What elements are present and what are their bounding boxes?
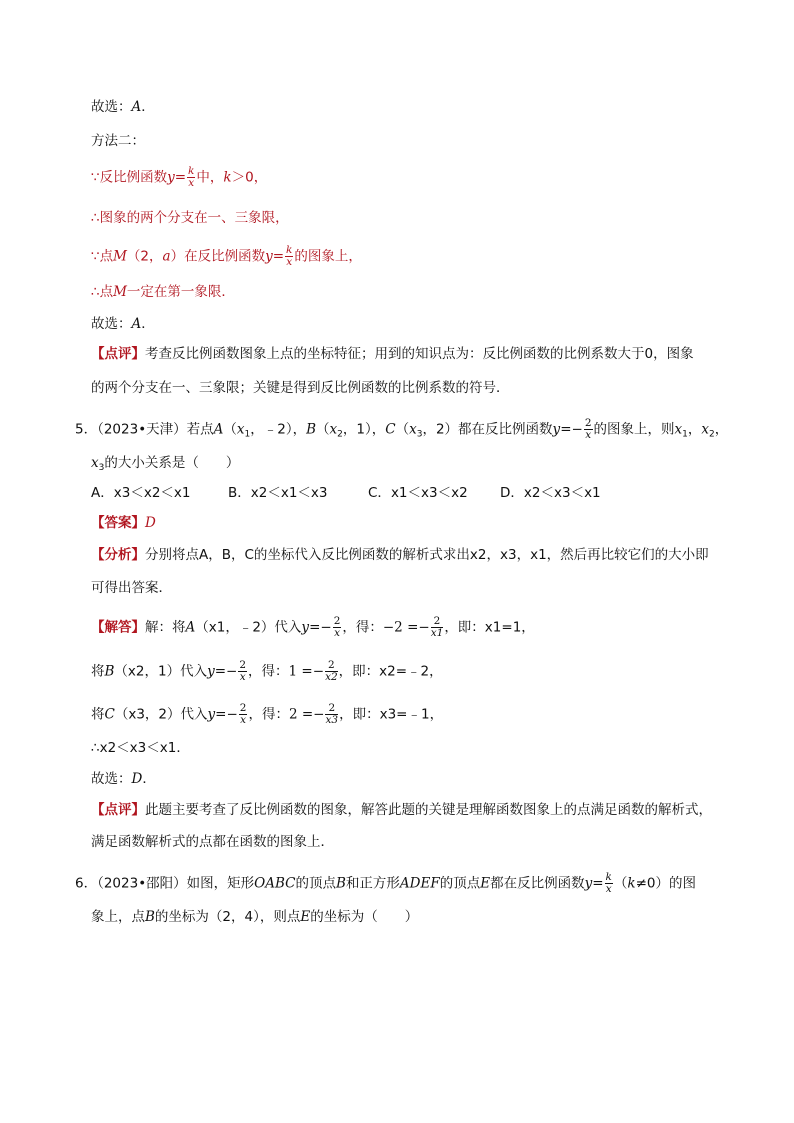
fraction-2-over-x: $\frac{2}{x}$ xyxy=(333,615,341,639)
method1-conclusion: 故选：A． xyxy=(91,99,155,115)
answer-tag: 【答案】 xyxy=(91,515,145,531)
q5-analysis-line-1: 【分析】分别将点A，B，C的坐标代入反比例函数的解析式求出x2，x3，x1，然后再比较它们的大小即 xyxy=(91,547,709,563)
fraction-2-over-x2: $\frac{2}{x2}$ xyxy=(325,659,338,683)
fraction-2-over-x1: $\frac{2}{x1}$ xyxy=(430,615,444,639)
fraction-k-over-x: $\frac{k}{x}$ xyxy=(286,244,293,268)
q5-answer: 【答案】D xyxy=(91,515,156,531)
analysis-tag: 【分析】 xyxy=(91,547,145,563)
fraction-2-over-x: $\frac{2}{x}$ xyxy=(584,417,592,441)
fraction-k-over-x: $\frac{k}{x}$ xyxy=(188,165,195,189)
method2-title: 方法二： xyxy=(91,133,145,149)
q5-solution-line-1: 【解答】解：将A（x1，﹣2）代入y=− $\frac{2}{x}$ ，得：−2 =− $\frac{2}{x1}$ ，即：x1=1， xyxy=(91,615,535,639)
method2-line-4: ∴点M一定在第一象限． xyxy=(91,284,235,300)
q4-comment-line-2: 的两个分支在一、三象限；关键是得到反比例函数的比例系数的符号． xyxy=(91,380,510,396)
option-c[interactable]: C．x1＜x3＜x2 xyxy=(368,485,468,501)
method2-conclusion: 故选：A． xyxy=(91,316,155,332)
q6-stem-line-2: 象上，点B的坐标为（2，4），则点E的坐标为（ ） xyxy=(91,909,419,925)
fraction-2-over-x: $\frac{2}{x}$ xyxy=(239,659,247,683)
fraction-k-over-x: $\frac{k}{x}$ xyxy=(605,871,612,895)
q5-solution-conclusion: ∴x2＜x3＜x1． xyxy=(91,740,190,756)
q5-stem-line-2: $x_3$的大小关系是（ ） xyxy=(91,455,240,473)
solution-tag: 【解答】 xyxy=(91,619,145,636)
q5-solution-line-2: 将B（x2，1）代入y=− $\frac{2}{x}$ ，得：1 =− $\frac{2}{x2}$ ，即：x2=﹣2， xyxy=(91,659,443,683)
fraction-2-over-x3: $\frac{2}{x3}$ xyxy=(325,702,339,726)
option-b[interactable]: B．x2＜x1＜x3 xyxy=(228,485,328,501)
q4-comment-line-1: 【点评】考查反比例函数图象上点的坐标特征；用到的知识点为：反比例函数的比例系数大于0，图象 xyxy=(91,346,694,362)
fraction-2-over-x: $\frac{2}{x}$ xyxy=(239,702,247,726)
q5-options xyxy=(91,484,601,502)
q5-choice: 故选：D． xyxy=(91,771,156,787)
method2-line-2: ∴图象的两个分支在一、三象限， xyxy=(91,210,289,226)
method2-line-3: ∵点M（2，a）在反比例函数y= $\frac{k}{x}$ 的图象上， xyxy=(91,244,362,268)
option-a[interactable]: A．x3＜x2＜x1 xyxy=(91,485,191,501)
comment-tag: 【点评】 xyxy=(91,346,145,362)
q5-comment-line-2: 满足函数解析式的点都在函数的图象上． xyxy=(91,834,334,850)
comment-tag: 【点评】 xyxy=(91,802,145,818)
q5-stem-line-1: 5．（2023•天津）若点$A(x_1$，﹣2），$B(x_2$，1），$C(x_3$，2）都在反比例函数y=− $\frac{2}{x}$ 的图象上，则$x_1$，$x_2$， xyxy=(75,417,729,441)
q5-comment-line-1: 【点评】此题主要考查了反比例函数的图象，解答此题的关键是理解函数图象上的点满足函数的解析式， xyxy=(91,802,712,818)
q5-solution-line-3: 将C（x3，2）代入y=− $\frac{2}{x}$ ，得：2 =− $\frac{2}{x3}$ ，即：x3=﹣1， xyxy=(91,702,444,726)
option-d[interactable]: D．x2＜x3＜x1 xyxy=(500,485,601,501)
q5-analysis-line-2: 可得出答案． xyxy=(91,580,172,596)
q6-stem-line-1: 6．（2023•邵阳）如图，矩形OABC的顶点B和正方形ADEF的顶点E都在反比例函数y= $\frac{k}{x}$ （k≠0）的图 xyxy=(75,871,696,895)
method2-line-1: ∵反比例函数y= $\frac{k}{x}$ 中，k＞0， xyxy=(91,165,268,189)
